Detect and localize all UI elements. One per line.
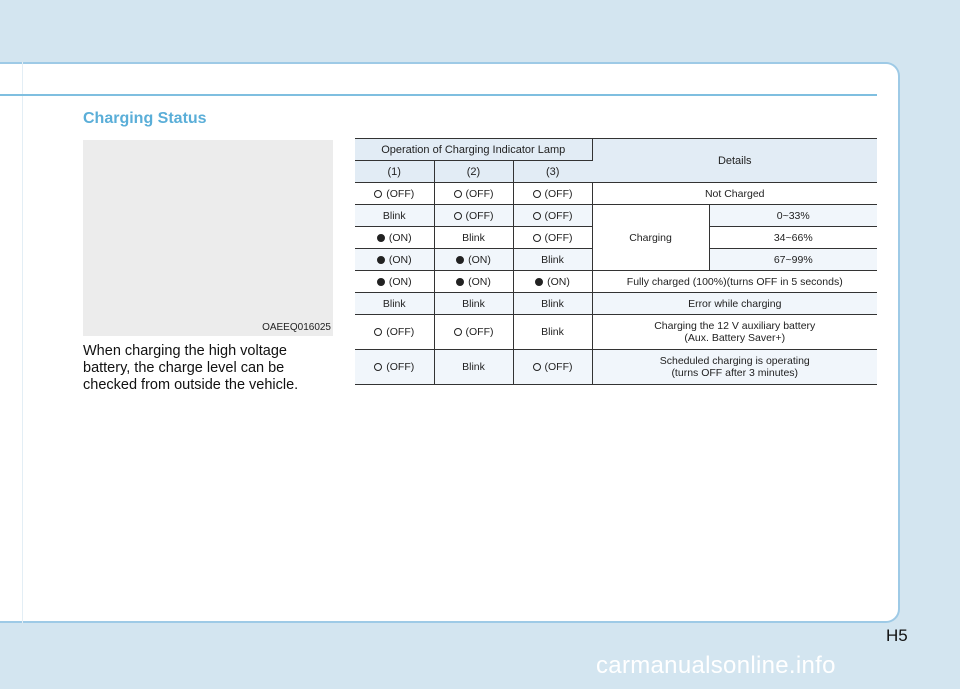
header-operation: Operation of Charging Indicator Lamp [355, 139, 592, 161]
lamp-on-icon [377, 234, 385, 242]
table-row [355, 350, 877, 385]
left-margin-rule [22, 62, 23, 623]
lamp-cell: (OFF) [513, 205, 592, 227]
table-row [355, 271, 877, 293]
page-number: H5 [886, 626, 908, 645]
lamp-on-icon [377, 256, 385, 264]
lamp-cell: (OFF) [513, 227, 592, 249]
level-cell: 0~33% [709, 205, 877, 227]
level-cell: 34~66% [709, 227, 877, 249]
lamp-off-icon [374, 328, 382, 336]
lamp-cell: Blink [355, 293, 434, 315]
figure-code: OAEEQ016025 [262, 322, 331, 333]
lamp-cell: (OFF) [434, 315, 513, 350]
lamp-off-icon [454, 190, 462, 198]
lamp-off-icon [374, 190, 382, 198]
lamp-off-icon [374, 363, 382, 371]
lamp-cell: Blink [434, 350, 513, 385]
lamp-cell: Blink [513, 315, 592, 350]
lamp-cell: Blink [434, 293, 513, 315]
header-col-1: (1) [355, 161, 434, 183]
top-rule [0, 94, 877, 96]
lamp-off-icon [533, 190, 541, 198]
lamp-off-icon [454, 212, 462, 220]
watermark[interactable]: carmanualsonline.info [596, 652, 836, 679]
lamp-cell: (ON) [355, 271, 434, 293]
table-row [355, 315, 877, 350]
level-cell: 67~99% [709, 249, 877, 271]
header-col-3: (3) [513, 161, 592, 183]
lamp-cell: (OFF) [513, 350, 592, 385]
lamp-off-icon [454, 328, 462, 336]
table-row [355, 205, 877, 227]
lamp-cell: Blink [434, 227, 513, 249]
detail-cell: Not Charged [592, 183, 877, 205]
lamp-cell: (OFF) [513, 183, 592, 205]
detail-line-1: Charging the 12 V auxiliary battery [654, 320, 816, 332]
table-row [355, 183, 877, 205]
lamp-off-icon [533, 212, 541, 220]
lamp-cell: Blink [513, 249, 592, 271]
section-title: Charging Status [83, 110, 207, 127]
charging-figure [83, 140, 333, 336]
table-row [355, 293, 877, 315]
detail-cell [592, 315, 877, 350]
header-details: Details [592, 139, 877, 183]
lamp-cell: Blink [513, 293, 592, 315]
detail-line-1: Scheduled charging is operating [659, 355, 810, 367]
lamp-on-icon [456, 256, 464, 264]
detail-cell: Fully charged (100%)(turns OFF in 5 seconds) [592, 271, 877, 293]
lamp-cell: (ON) [355, 227, 434, 249]
header-col-2: (2) [434, 161, 513, 183]
lamp-cell: Blink [355, 205, 434, 227]
lamp-cell: (OFF) [434, 183, 513, 205]
lamp-cell: (ON) [355, 249, 434, 271]
detail-line-2: (Aux. Battery Saver+) [684, 332, 786, 344]
lamp-cell: (OFF) [355, 183, 434, 205]
detail-cell: Error while charging [592, 293, 877, 315]
lamp-cell: (OFF) [355, 315, 434, 350]
lamp-on-icon [535, 278, 543, 286]
charging-cell: Charging [592, 205, 709, 271]
lamp-cell: (ON) [434, 271, 513, 293]
lamp-on-icon [456, 278, 464, 286]
charging-status-table [355, 138, 877, 385]
detail-cell [592, 350, 877, 385]
body-text: When charging the high voltage battery, the charge level can be checked from outside the vehicle. [83, 343, 299, 393]
detail-line-2: (turns OFF after 3 minutes) [671, 367, 799, 379]
lamp-off-icon [533, 363, 541, 371]
lamp-on-icon [377, 278, 385, 286]
lamp-cell: (OFF) [434, 205, 513, 227]
lamp-cell: (ON) [434, 249, 513, 271]
lamp-off-icon [533, 234, 541, 242]
lamp-cell: (OFF) [355, 350, 434, 385]
lamp-cell: (ON) [513, 271, 592, 293]
